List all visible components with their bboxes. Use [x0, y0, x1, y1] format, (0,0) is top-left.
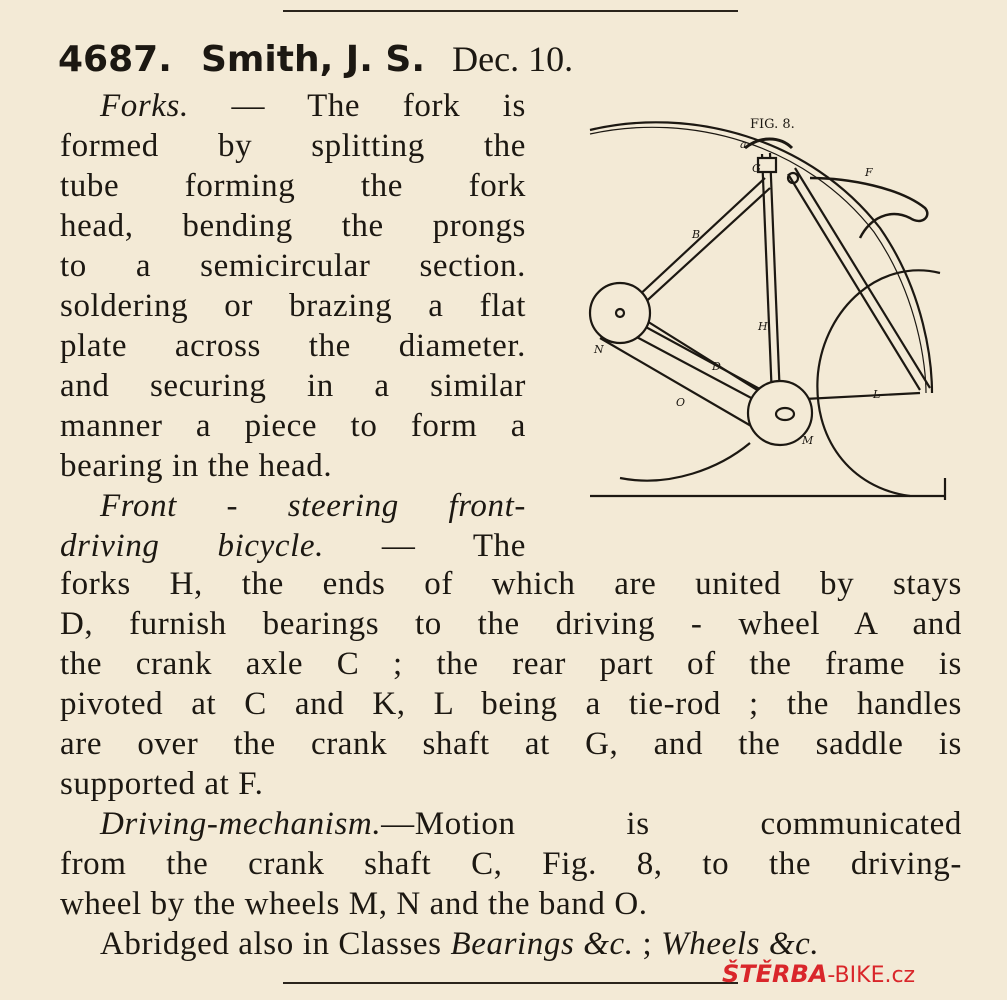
label-h: H — [758, 320, 768, 333]
saddle-f — [810, 178, 927, 238]
watermark-logo — [722, 960, 1002, 996]
para2-heading: driving bicycle. — [60, 528, 324, 564]
label-f: F — [865, 166, 873, 179]
label-n: N — [594, 343, 604, 356]
para1-heading: Forks. — [100, 88, 189, 124]
wide-text-column — [60, 564, 962, 964]
text-line: the crank axle C ; the rear part of the frame is — [60, 646, 962, 682]
text-line: forks H, the ends of which are united by stays — [60, 566, 962, 602]
watermark-suffix: -BIKE.cz — [827, 963, 916, 988]
abridged-prefix: Abridged also in Classes — [100, 926, 442, 962]
bicycle-figure — [580, 108, 950, 508]
patentee-name: Smith, J. S. — [200, 39, 426, 80]
para2-dash: — The — [323, 528, 526, 564]
text-line: formed by splitting the — [60, 128, 526, 164]
label-o: O — [676, 396, 686, 409]
text-line: D, furnish bearings to the driving - wheel A and — [60, 606, 962, 642]
para1-first-line — [60, 86, 526, 126]
text-line: are over the crank shaft at G, and the saddle is — [60, 726, 962, 762]
patent-date: Dec. 10. — [452, 39, 574, 79]
para1-dash: — The fork is — [188, 88, 526, 124]
text-line: manner a piece to form a — [60, 408, 526, 444]
text-line: and securing in a similar — [60, 368, 526, 404]
text-line: wheel by the wheels M, N and the band O. — [60, 886, 648, 922]
para2-heading-line1: Front - steering front- — [100, 488, 526, 524]
label-g: G — [752, 162, 761, 175]
patent-header — [58, 38, 698, 88]
narrow-text-column — [60, 86, 526, 566]
driving-wheel-lower-rim — [620, 443, 750, 481]
rear-frame — [795, 168, 930, 388]
label-a: a — [740, 138, 747, 151]
label-b: B — [692, 228, 701, 241]
patent-number: 4687. — [58, 39, 172, 80]
para3-dash: —Motion is communicated — [381, 806, 962, 842]
abridged-line — [60, 924, 962, 964]
label-l: L — [873, 388, 881, 401]
label-d: D — [712, 360, 721, 373]
abridged-class-2: Wheels &c. — [661, 926, 820, 962]
text-line: plate across the diameter. — [60, 328, 526, 364]
band-o — [600, 338, 758, 430]
bottom-rule — [283, 982, 738, 984]
text-line: tube forming the fork — [60, 168, 526, 204]
abridged-class-1: Bearings &c. — [450, 926, 634, 962]
text-line: soldering or brazing a flat — [60, 288, 526, 324]
text-line: head, bending the prongs — [60, 208, 526, 244]
abridged-separator: ; — [633, 926, 662, 962]
text-line: from the crank shaft C, Fig. 8, to the driving- — [60, 846, 962, 882]
figure-caption: FIG. 8. — [750, 117, 795, 132]
text-line: supported at F. — [60, 766, 264, 802]
wheel-n — [590, 283, 650, 343]
watermark-brand: ŠTĚRBA — [722, 960, 828, 988]
para3-heading: Driving-mechanism. — [100, 806, 382, 842]
text-line: to a semicircular section. — [60, 248, 526, 284]
para3-first-line — [60, 804, 962, 844]
top-rule — [283, 10, 738, 12]
para2-heading-line2 — [60, 526, 526, 566]
text-line: pivoted at C and K, L being a tie-rod ; the handles — [60, 686, 962, 722]
text-line: bearing in the head. — [60, 448, 333, 484]
label-m: M — [802, 434, 814, 447]
